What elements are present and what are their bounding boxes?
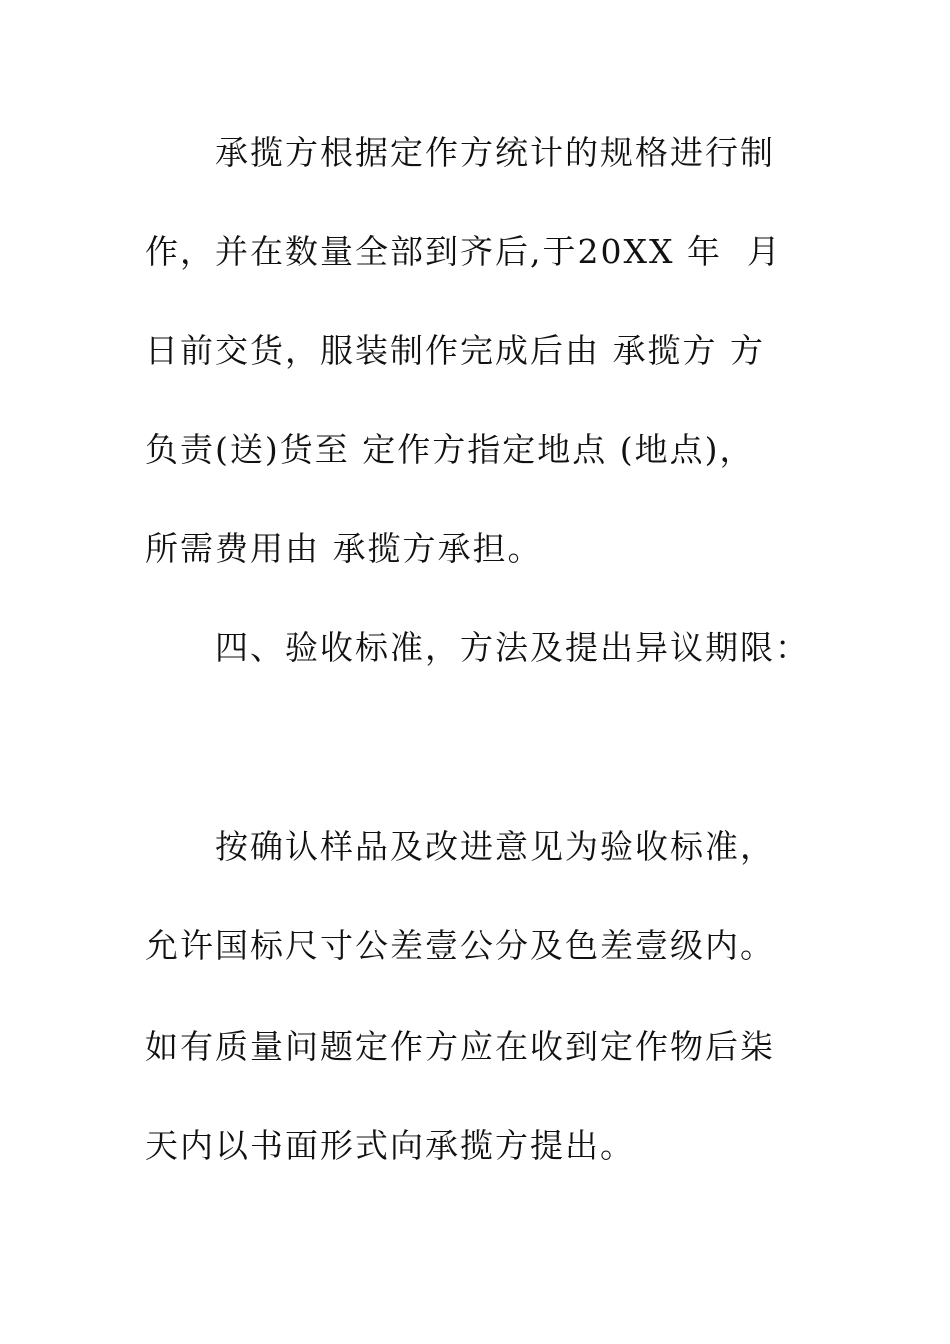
paragraph-line-2: 作，并在数量全部到齐后,于20XX 年 月 — [145, 232, 782, 271]
section-heading: 四、验收标准，方法及提出异议期限： — [215, 628, 810, 667]
paragraph-line-7: 允许国标尺寸公差壹公分及色差壹级内。 — [145, 926, 775, 965]
paragraph-line-8: 如有质量问题定作方应在收到定作物后柒 — [145, 1027, 775, 1066]
paragraph-line-9: 天内以书面形式向承揽方提出。 — [145, 1126, 635, 1165]
paragraph-line-3: 日前交货，服装制作完成后由 承揽方 方 — [145, 331, 765, 370]
paragraph-line-6: 按确认样品及改进意见为验收标准， — [215, 827, 775, 866]
paragraph-line-1: 承揽方根据定作方统计的规格进行制 — [215, 133, 775, 172]
paragraph-line-4: 负责(送)货至 定作方指定地点 (地点)， — [145, 430, 755, 469]
paragraph-line-5: 所需费用由 承揽方承担。 — [145, 529, 543, 568]
